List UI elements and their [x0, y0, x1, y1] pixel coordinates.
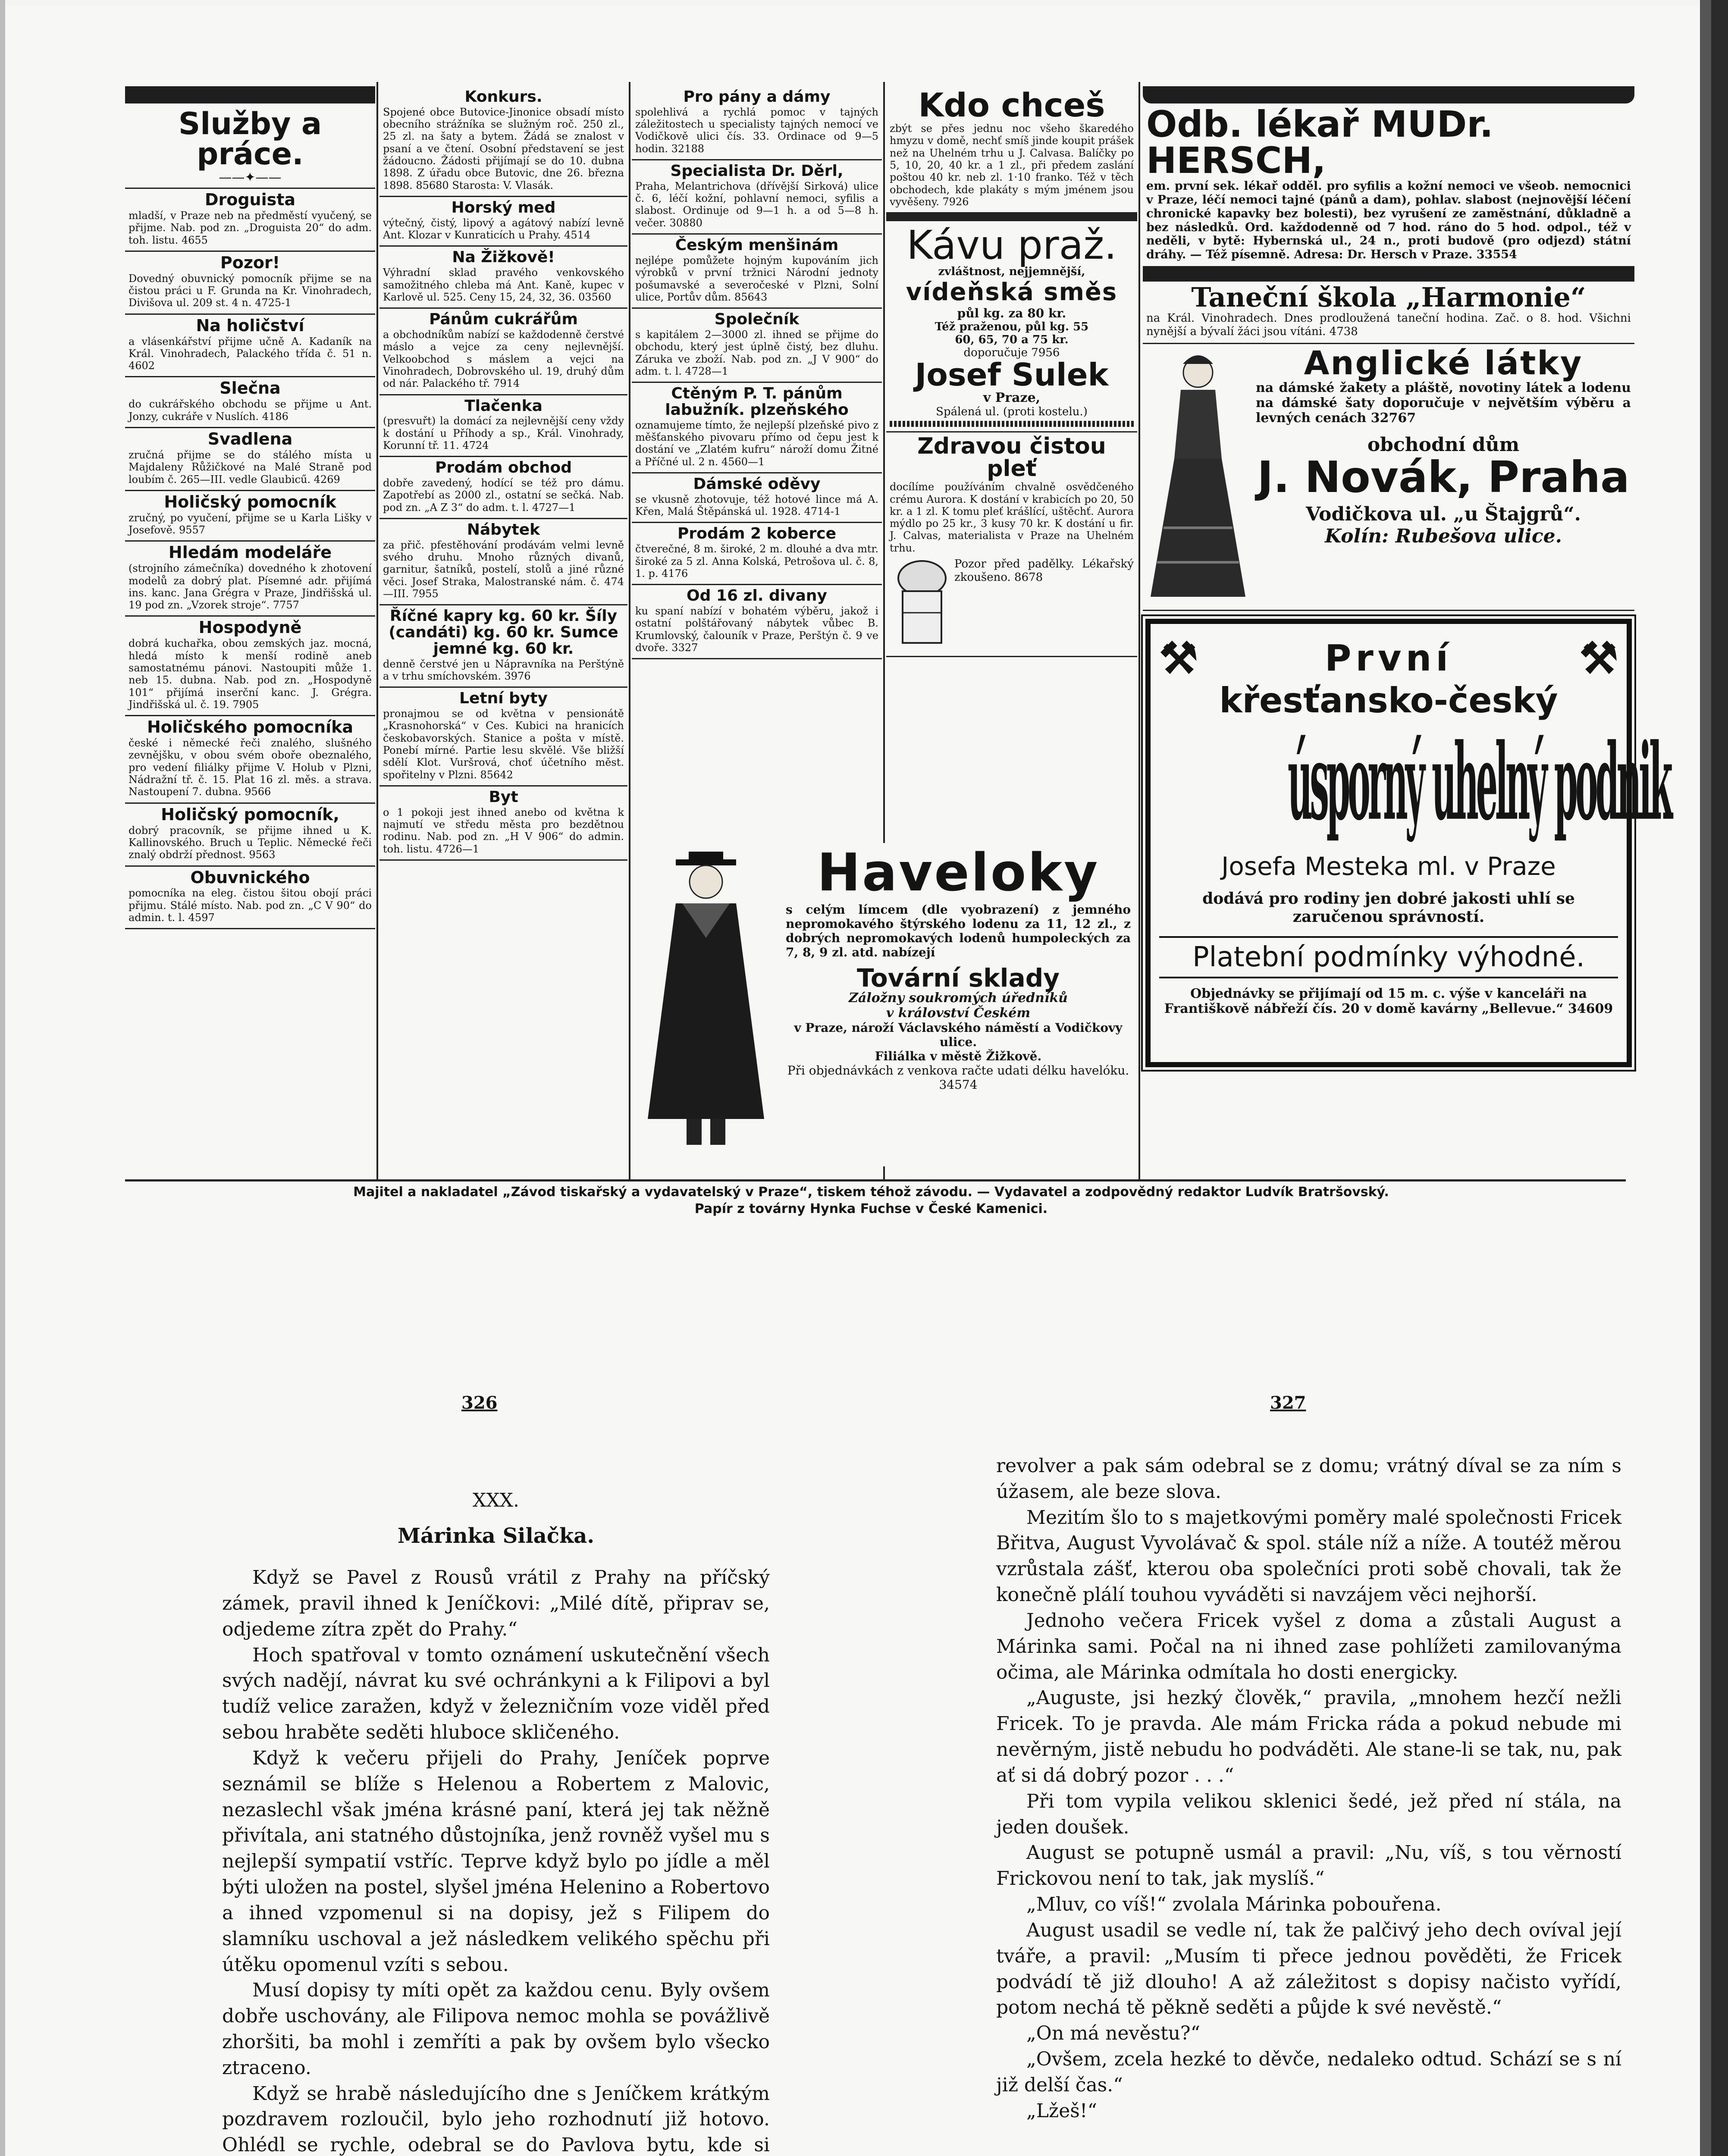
paragraph: August usadil se vedle ní, tak že palčivý jeho dech ovíval její tváře, a pravil: „Musím ti přece jednou pověděti, že Fricek podvádí tě již dlouho! A až záležitost s dopisy načisto vyřídí, potom nechá tě pěkně seděti a půjde k své nevěstě.“ [996, 1919, 1621, 2019]
ad-text: dobrá kuchařka, obou zemských jaz. mocná, hledá místo k menší rodině aneb samostatnému pánovi. Nastoupiti může 1. neb 15. dubna. Nab. pod zn. „Hospodyně 101“ přijímá inserční kanc. J. Grégra. Jindřišská ul. č. 19. 7905 [129, 637, 372, 711]
classified-ad [632, 309, 882, 383]
ad-hersch [1143, 103, 1634, 282]
classified-ad [125, 867, 375, 930]
paragraph: Hoch spatřoval v tomto oznámení uskutečnění všech svých nadějí, návrat ku své ochránkyni a k Filipovi a byl tudíž velice zaražen, když v železničním voze viděl před sebou hraběte seděti hluboce skličeného. [222, 1644, 770, 1744]
ad-list [125, 189, 375, 929]
paragraph: Musí dopisy ty míti opět za každou cenu. Byly ovšem dobře uschovány, ale Filipova nemoc mohla se povážlivě zhoršiti, ba mohl i zemříti a pak by ovšem bylo všecko ztraceno. [222, 1979, 770, 2079]
ad-text: za přič. pfestěhování prodávám velmi levně svého druhu. Mnoho různých divanů, garnitur, šatníků, postelí, stolů a jiné různé věci. Josef Straka, Malostranské nám. č. 474—III. 7955 [383, 539, 624, 600]
ad-title: Holičský pomocník [164, 492, 336, 511]
classified-ad [125, 428, 375, 491]
ad-kavu [886, 213, 1137, 432]
paragraph: Mezitím šlo to s majetkovými poměry malé společnosti Fricek Břitva, August Vyvolávač & spol. stále níž a níže. A toutéž měrou vzrůstala zášť, kterou oba společníci proti sobě chovali, tak že konečně plálí touhou vyváděti si navzájem věci nejhorší. [996, 1506, 1621, 1606]
ad-text: Dovedný obuvnický pomocník přijme se na čistou práci u F. Grunda na Kr. Vinohradech, Divišova ul. 209 st. 4 n. 4725-1 [129, 272, 372, 309]
classified-ad [632, 585, 882, 659]
classified-ad [632, 523, 882, 585]
imprint [181, 1184, 1561, 1217]
ad-title: Pro pány a dámy [683, 88, 831, 106]
paragraph: „Auguste, jsi hezký člověk,“ pravila, „mnohem hezčí nežli Fricek. To je pravda. Ale mám Fricka ráda a pokud nebude mi nevěrným, jistě nebudu ho podváděti. Ale stane-li se tak, nu, pak ať si dá dobrý pozor . . .“ [996, 1687, 1621, 1786]
ad-text: em. první sek. lékař odděl. pro syfilis a kožní nemoci ve všeob. nemocnici v Praze, léčí nemoci tajné (pánů a dam), pohlav. slabost (nejnovější léčení chronické kapavky bez bolesti), bez vyrušení ze zaměstnání, důkladně a bez následků. Ord. každodenně od 7 hod. ráno do 5 hod. odpol., též v neděli, v bytě: Hybernská ul., 24 n., proti budově (pro odjezd) státní dráhy. — Též písemně. Adresa: Dr. Hersch v Praze. 33554 [1146, 179, 1631, 262]
crossed-hammers-icon: ⚒ [1159, 632, 1198, 683]
ad-title: První [1324, 636, 1453, 679]
ad-line: Vodičkova ul. „u Štajgrů“. [1306, 503, 1581, 525]
chapter-number: XXX. [473, 1489, 519, 1511]
ad-text: a obchodníkům nabízí se každodenně čerstvé máslo a vejce za ceny nejlevnější. Velkoobchod s máslem a vejci na Vinohradech, Dobrovského ul. 19, druhý dům od nár. Palackého tř. 7914 [383, 328, 624, 390]
ad-line: doporučuje 7956 [963, 346, 1060, 360]
ad-title: Droguista [204, 190, 296, 209]
ad-text: s celým límcem (dle vyobrazení) z jemného nepromokavého štýrského lodenu za 11, 12 zl., z dobrých nepromokavých lodenů humpoleckých za 7, 8, 9 zl. atd. nabízejí [786, 903, 1131, 959]
classifieds-column-2 [379, 86, 627, 861]
classified-ad [379, 605, 627, 688]
classified-ad [125, 542, 375, 617]
novel-page-right [996, 1453, 1621, 2124]
ad-title: Nábytek [467, 520, 540, 539]
ad-title: Horský med [451, 198, 556, 216]
ad-title: Říčné kapry kg. 60 kr. Šíly (candáti) kg. 60 kr. Sumce jemné kg. 60 kr. [389, 607, 618, 658]
classified-ad [125, 377, 375, 428]
ad-text: čtverečné, 8 m. široké, 2 m. dlouhé a dva mtr. široké za 5 zl. Anna Kolská, Petrošova ul. č. 8, 1. p. 4176 [635, 543, 878, 580]
ad-title: Českým menšinám [675, 236, 839, 254]
classified-ad [125, 491, 375, 542]
ad-title: Tlačenka [464, 397, 543, 415]
ad-kdo-chces [886, 86, 1137, 213]
ad-title: Hledám modeláře [168, 543, 332, 562]
ad-title: Konkurs. [464, 88, 543, 106]
ad-text: docílíme používáním chvalně osvědčeného crému Aurora. K dostání v krabicích po 20, 50 kr. a 1 zl. K tomu pleť krášlící, uštěchť. Aurora mýdlo po 25 kr., 3 kusy 70 kr. K dostání u fir. J. Calvas, materialista v Praze na Uhelném trhu. [890, 481, 1134, 554]
ad-line: Též praženou, půl kg. 55 [935, 320, 1089, 334]
ad-title: Letní byty [459, 689, 548, 708]
ad-title: Společník [714, 310, 800, 329]
paragraph-list [996, 1505, 1621, 2124]
paragraph: „Lžeš!“ [1026, 2100, 1097, 2122]
ad-text: a vlásenkářství přijme učně A. Kadaník na Král. Vinohradech, Palackého třída č. 51 n. 4602 [129, 335, 372, 372]
ad-title: Ctěným P. T. pánům labužník. plzeňského [665, 385, 849, 419]
page-number-left: 326 [461, 1393, 498, 1413]
paragraph-list [222, 1565, 770, 2156]
ad-title: Zdravou čistou pleť [917, 433, 1106, 482]
ad-line: Spálená ul. (proti kostelu.) [936, 405, 1088, 419]
imprint-line: Majitel a nakladatel „Závod tiskařský a vydavatelský v Praze“, tiskem téhož závodu. — Vydavatel a zodpovědný redaktor Ludvík Bratršovský. [353, 1185, 1389, 1200]
classified-ad [379, 787, 627, 861]
ad-title: Na Žižkově! [452, 248, 555, 266]
ad-uhelny-podnik [1145, 619, 1670, 1067]
ad-haveloky [630, 843, 1137, 1166]
ad-title: Holičského pomocníka [147, 718, 354, 737]
ad-name: Josef Sulek [915, 357, 1109, 393]
paragraph: Když se Pavel z Rousů vrátil z Prahy na příčský zámek, pravil ihned k Jeníčkovi: „Milé dítě, připrav se, odjedeme zítra zpět do Prahy.“ [222, 1567, 770, 1640]
paragraph: „On má nevěstu?“ [1026, 2022, 1201, 2045]
ad-text: dobře zavedený, hodící se též pro dámu. Zapotřebí as 2000 zl., ostatní se sečká. Nab. pod zn. „A Z 3“ do adm. t. l. 4727—1 [383, 477, 624, 514]
ad-text: výtečný, čistý, lipový a agátový nabízí levně Ant. Klozar v Kunraticích u Prahy. 4514 [383, 216, 624, 241]
classifieds-column-3 [632, 86, 882, 659]
ad-anglicke-latky [1143, 344, 1634, 611]
classified-ad [379, 86, 627, 197]
classifieds-column-4 [886, 86, 1137, 657]
ad-title: Obuvnického [190, 868, 310, 887]
ad-text: nejlépe pomůžete hojným kupováním jich výrobků v první tržnici Národní jednoty pošumavské a severočeské v Plzni, Solní ulice, Portův dům. 85643 [635, 254, 878, 303]
page-left-edge [0, 0, 5, 2156]
ad-text: se vkusně zhotovuje, též hotové lince má A. Křen, Malá Štěpánská ul. 1928. 4714-1 [635, 493, 878, 518]
ad-title: Byt [489, 788, 518, 806]
ad-divider [1159, 936, 1618, 978]
ad-text: zručná přijme se do stálého místa u Majdaleny Růžičkové na Malé Straně pod loubím č. 265—III. vedle Glaubicű. 4269 [129, 448, 372, 486]
ad-title: Specialista Dr. Děrl, [670, 162, 844, 180]
classified-ad [379, 197, 627, 247]
ad-text: dobrý pracovník, se přijme ihned u K. Kallinovského. Bruch u Teplic. Německé řeči znalý obdrží přednost. 9563 [129, 824, 372, 861]
ad-text: české i německé řeči znalého, slušného zevnějšku, v obou svém oboře obeznalého, pro vedení filiálky přijme V. Holub v Plzni, Nádražní tř. č. 15. Plat 16 zl. měs. a strava. Nastoupení 7. dubna. 9566 [129, 737, 372, 798]
man-in-coat-illustration [635, 852, 777, 1153]
header-bar [1143, 86, 1634, 103]
ad-title: Pozor! [220, 253, 280, 272]
ad-title: Pánům cukrářům [429, 310, 578, 329]
ad-text: na Král. Vinohradech. Dnes prodloužená taneční hodina. Zač. o 8. hod. Všichni nynější a bývalí žáci jsou vítáni. 4738 [1146, 312, 1631, 338]
header-bar [125, 86, 375, 103]
ad-text: Spojené obce Butovice-Jinonice obsadí místo obecního strážníka se služným roč. 250 zl., 25 zl. na šaty a bytem. Žádá se znalost v psaní a ve čtení. Osobní představení se jest žádoucno. Žádosti přijímají se do 10. dubna 1898. Z úřadu obce Butovic, dne 26. března 1898. 85680 Starosta: V. Vlasák. [383, 106, 624, 191]
novel-page-left [222, 1488, 770, 2156]
ad-text: (presvuřt) la domácí za nejlevnější ceny vždy k dostání u Příhody a sp., Král. Vinohrady, Korunní tř. 11. 4724 [383, 415, 624, 451]
ad-zdravou-plet [886, 432, 1137, 657]
ad-title: Odb. lékař MUDr. HERSCH, [1146, 103, 1493, 182]
section-title: Služby a práce. [178, 106, 322, 172]
ad-title: Haveloky [817, 843, 1100, 903]
crossed-hammers-icon: ⚒ [1579, 632, 1618, 683]
lady-in-dress-illustration [1146, 347, 1250, 605]
classified-ad [632, 160, 882, 235]
classified-ad [125, 804, 375, 867]
imprint-line: Papír z továrny Hynka Fuchse v České Kamenici. [694, 1201, 1048, 1216]
ornament: ——✦—— [125, 170, 375, 189]
ad-text: ku spaní nabízí v bohatém výběru, jakož i ostatní polštářovaný nábytek vůbec B. Krumlovský, čalouník v Praze, Perštýn č. 9 ve dvoře. 3327 [635, 605, 878, 654]
classified-ad [125, 189, 375, 252]
ad-line: Při objednávkách z venkova račte udati délku havelóku. 34574 [787, 1063, 1129, 1092]
ad-text: Výhradní sklad pravého venkovského samožitného chleba má Ant. Kaně, kupec v Karlově ul. 525. Ceny 15, 24, 32, 36. 03560 [383, 266, 624, 303]
paragraph: Jednoho večera Fricek vyšel z doma a zůstali August a Márinka sami. Počal na ni ihned zase pohlížeti zamilovanýma očima, ale Márinka odmítala ho dosti energicky. [996, 1609, 1621, 1683]
classified-ad [379, 519, 627, 605]
ad-line: Filiálka v městě Žižkově. [875, 1049, 1042, 1063]
ad-line: v království Českém [886, 1006, 1031, 1021]
paragraph: Když k večeru přijeli do Prahy, Jeníček poprve seznámil se blíže s Helenou a Robertem z Malovic, nezaslechl však jména krásné paní, která jej tak něžně přivítala, ani statného důstojníka, jenž rovněž vyšel mu s nejlepší sympatií vstříc. Teprve když bylo po jídle a měl býti uložen na postel, slyšel jména Helenino a Robertovo a ihned vzpomenul si na dopisy, jež s Filipem do slamníku uschoval a jež následkem velikého spěchu při útěku opomenul vzíti s sebou. [222, 1747, 770, 1976]
ad-line: zvláštnost, nejjemnější, [938, 265, 1085, 279]
ad-title: Taneční škola „Harmonie“ [1191, 282, 1586, 313]
classified-ad [379, 688, 627, 787]
paragraph: „Ovšem, zcela hezké to děvče, nedaleko odtud. Schází se s ní již delší čas.“ [996, 2048, 1621, 2096]
ad-text: do cukrářského obchodu se přijme u Ant. Jonzy, cukráře v Nuslích. 4186 [129, 398, 372, 423]
classifieds-column-5 [1143, 86, 1670, 1067]
ad-subtitle: Tovární sklady [856, 963, 1060, 993]
ad-name: J. Novák, Praha [1257, 451, 1630, 502]
column-rule [1138, 82, 1140, 1181]
ad-title: Od 16 zl. divany [686, 587, 827, 605]
ad-text: zbýt se přes jednu noc všeho škaredého hmyzu v domě, nechť smíš jinde koupit prášek než na Uhelném trhu u J. Calvasa. Balíčky po 5, 10, 20, 40 kr. a 1 zl., při předem zaslání poštou 40 kr. neb zl. 1·10 franko. Též v těch obchodech, kde plakáty s mým jménem jsou vyvěšeny. 7926 [890, 122, 1134, 208]
classified-ad [632, 473, 882, 523]
classified-ad [379, 395, 627, 458]
ad-line: Josefa Mesteka ml. v Praze [1221, 851, 1556, 881]
ad-text: (strojního zámečníka) dovedného k zhotovení modelů za dobrý plat. Písemné adr. přijímá ins. kanc. Jana Grégra v Praze, Jindřišská ul. 19 pod zn. „Vzorek stroje“. 7757 [129, 562, 372, 611]
ad-line: Platební podmínky výhodné. [1192, 941, 1585, 973]
chapter-title: Márinka Silačka. [397, 1523, 595, 1548]
ad-line: obchodní dům [1367, 433, 1520, 456]
classified-ad [125, 716, 375, 803]
aurora-jar-illustration [890, 557, 954, 652]
classified-ad [632, 235, 882, 309]
ad-line: v Praze, [983, 390, 1041, 406]
ad-text: spolehlivá a rychlá pomoc v tajných záležitostech u specialisty tajných nemocí ve Vodičkově ulici čís. 33. Ordinace od 9—5 hodin. 32188 [635, 106, 878, 155]
ad-title: Hospodyně [198, 618, 302, 637]
ad-text: Praha, Melantrichova (dřívější Sirková) ulice č. 6, léčí kožní, pohlavní nemoci, syfilis a slabost. Ordinuje od 9—1 h. a od 5—8 h. večer. 30880 [635, 180, 878, 229]
classified-ad [379, 309, 627, 395]
ad-line: půl kg. za 80 kr. [957, 306, 1066, 321]
paragraph: August se potupně usmál a pravil: „Nu, víš, s tou věrností Frickovou není to tak, jak myslíš.“ [996, 1842, 1621, 1890]
ad-text: dodává pro rodiny jen dobré jakosti uhlí se zaručenou správností. [1202, 889, 1575, 926]
classifieds-column-1 [125, 86, 375, 929]
classified-ad [632, 383, 882, 473]
ad-title: Slečna [220, 379, 281, 398]
ad-text: mladší, v Praze neb na předměstí vyučený, se přijme. Nab. pod zn. „Droguista 20“ do adm. toh. listu. 4655 [129, 209, 372, 246]
ad-line: křesťansko-český [1219, 680, 1558, 721]
ad-title: úsporný uhelný podnik [1287, 721, 1670, 844]
ad-line: 60, 65, 70 a 75 kr. [955, 333, 1069, 347]
ad-text: pomocníka na eleg. čistou šitou obojí práci přijmu. Stálé místo. Nab. pod zn. „C V 90“ do admin. t. l. 4597 [129, 887, 372, 924]
ad-title: Prodám 2 koberce [677, 525, 836, 543]
ad-title: Anglické látky [1304, 343, 1583, 382]
ad-line: Kolín: Rubešova ulice. [1325, 525, 1562, 547]
classified-ad [379, 247, 627, 309]
ornament-rule [890, 421, 1134, 427]
ad-text: o 1 pokoji jest ihned anebo od května k najmutí ve středu města pro bezdětnou rodinu. Nab. pod zn. „H V 906“ do admin. toh. listu. 4726—1 [383, 806, 624, 855]
paragraph: revolver a pak sám odebral se z domu; vrátný díval se za ním s úžasem, ale beze slova. [996, 1455, 1621, 1503]
ad-title: Kávu praž. [906, 222, 1117, 269]
ad-text: denně čerstvé jen u Nápravníka na Perštýně a v trhu smíchovském. 3976 [383, 658, 624, 683]
ad-text: oznamujeme tímto, že nejlepší plzeňské pivo z měšťanského pivovaru přímo od čepu jest k dostání ve „Zlatém kufru“ nároží domu Žitné a Příčné ul. 2 n. 4560—1 [635, 419, 878, 468]
ad-harmonie [1143, 282, 1634, 344]
ad-list [632, 86, 882, 659]
classified-ad [379, 457, 627, 519]
ad-line: vídeňská směs [906, 278, 1118, 307]
ad-title: Na holičství [196, 316, 304, 335]
ad-title: Svadlena [207, 429, 293, 448]
classified-ad [125, 252, 375, 315]
ad-text: Objednávky se přijímají od 15 m. c. výše v kanceláři na Františkově nábřeží čís. 20 v domě kavárny „Bellevue.“ 34609 [1164, 986, 1613, 1016]
classified-ad [125, 315, 375, 378]
footer-rule [125, 1179, 1626, 1181]
ad-text: zručný, po vyučení, přijme se u Karla Lišky v Josefově. 9557 [129, 511, 372, 536]
classified-ad [632, 86, 882, 160]
page-right-edge [1700, 0, 1728, 2156]
paragraph: Když se hrabě následujícího dne s Jeníčkem krátkým pozdravem rozloučil, bylo jeho rozhodnutí již hotovo. Ohlédl se rychle, odebral se do Pavlova bytu, kde si [222, 2082, 770, 2156]
classified-ad [125, 617, 375, 716]
ad-text: s kapitálem 2—3000 zl. ihned se přijme do obchodu, který jest úplně čistý, bez dluhu. Záruka ve zboží. Nab. pod zn. „J V 900“ do adm. t. l. 4728—1 [635, 328, 878, 377]
ad-line: Záložny soukromých úředníků [849, 990, 1068, 1006]
ad-title: Kdo chceš [918, 86, 1105, 124]
ad-list [379, 86, 627, 861]
ad-text: Pozor před padělky. Lékařský zkoušeno. 8678 [954, 558, 1134, 584]
column-rule [376, 82, 378, 1181]
ad-text: pronajmou se od května v pensionátě „Krasnohorská“ v Ces. Kubici na hranicích českobavorských. Stanice a pošta v místě. Ponebí mírné. Partie lesu skvělé. Vše bližší sdělí Klot. Vuršrová, choť účetního měst. spořitelny v Plzni. 85642 [383, 708, 624, 781]
ad-title: Prodám obchod [435, 459, 572, 477]
ad-line: v Praze, nároží Václavského náměstí a Vodičkovy ulice. [794, 1021, 1123, 1049]
paragraph: Při tom vypila velikou sklenici šedé, jež před ní stála, na jeden doušek. [996, 1790, 1621, 1838]
ad-title: Dámské oděvy [693, 475, 821, 493]
page-number-right: 327 [1270, 1393, 1306, 1413]
ad-text: na dámské žakety a pláště, novotiny látek a lodenu na dámské šaty doporučuje v největším výběru a levných cenách 32767 [1256, 380, 1631, 426]
paragraph: „Mluv, co víš!“ zvolala Márinka pobouřena. [1026, 1893, 1442, 1916]
ad-title: Holičský pomocník, [161, 805, 339, 824]
